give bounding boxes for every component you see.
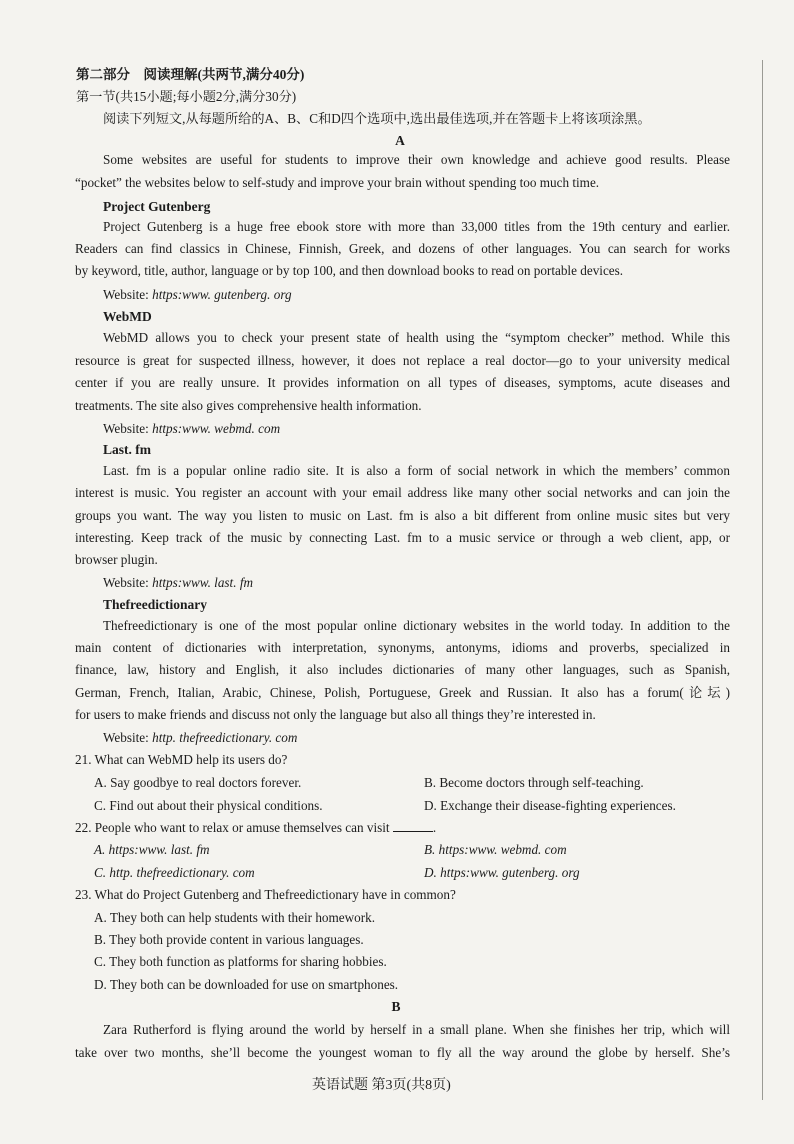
page-footer	[312, 1077, 451, 1095]
question-stem-text: 22. People who want to relax or amuse themselves can visit	[75, 820, 390, 835]
body-line: main content of dictionaries with interpretation, synonyms, antonyms, idioms and proverbs, specialized in	[75, 640, 730, 655]
option: A. https:www. last. fm	[94, 842, 210, 857]
part-title: 第二部分 阅读理解(共两节,满分40分)	[76, 67, 305, 82]
body-line: German, French, Italian, Arabic, Chinese, Polish, Portuguese, Greek and Russian. It also has a forum(论坛)	[75, 685, 730, 700]
body-line: by keyword, title, author, language or by top 100, and then download books to read on portable devices.	[75, 263, 624, 278]
option: A. Say goodbye to real doctors forever.	[94, 775, 302, 790]
body-line: for users to make friends and discuss not only the language but also all things they’re interested in.	[75, 707, 596, 722]
body-line: Thefreedictionary is one of the most popular online dictionary websites in the world today. In addition to the	[103, 618, 730, 633]
instruction: 阅读下列短文,从每题所给的A、B、C和D四个选项中,选出最佳选项,并在答题卡上将该项涂黑。	[103, 111, 651, 126]
body-line: interest is music. You register an account with your email address like many other social networks and can join the	[75, 485, 730, 500]
site-heading-thefreedictionary: Thefreedictionary	[103, 597, 207, 612]
website-line	[103, 729, 297, 747]
body-line: groups you want. The way you listen to music on Last. fm is also a bit different from online music sites but very	[75, 508, 730, 523]
option: B. https:www. webmd. com	[424, 842, 567, 857]
website-label: Website:	[103, 730, 149, 745]
option: B. They both provide content in various languages.	[94, 932, 364, 947]
body-line: Readers can find classics in Chinese, Finnish, Greek, and dozens of other languages. You can search for works	[75, 241, 730, 256]
website-url: https:www. gutenberg. org	[152, 287, 292, 302]
body-line: take over two months, she’ll become the youngest woman to fly all the way around the globe by herself. She’s	[75, 1045, 730, 1060]
body-line: browser plugin.	[75, 552, 158, 567]
body-line: interesting. Keep track of the music by connecting Last. fm to a music service or through a web client, app, or	[75, 530, 730, 545]
body-line: treatments. The site also gives comprehensive health information.	[75, 398, 422, 413]
body-line: Project Gutenberg is a huge free ebook store with more than 33,000 titles from the 19th century and earlier.	[103, 219, 730, 234]
footer-page: 第3页(共8页)	[371, 1078, 451, 1093]
intro-line: Some websites are useful for students to improve their own knowledge and achieve good results. Please	[103, 152, 730, 167]
website-label: Website:	[103, 575, 149, 590]
website-label: Website:	[103, 421, 149, 436]
sub-title: 第一节(共15小题;每小题2分,满分30分)	[76, 89, 297, 104]
body-line: Last. fm is a popular online radio site. It is also a form of social network in which the members’ common	[103, 463, 730, 478]
site-heading-gutenberg: Project Gutenberg	[103, 199, 211, 214]
website-url: http. thefreedictionary. com	[152, 730, 298, 745]
option: B. Become doctors through self-teaching.	[424, 775, 644, 790]
website-url: https:www. webmd. com	[152, 421, 281, 436]
page-fold-line	[762, 60, 763, 1100]
website-url: https:www. last. fm	[152, 575, 254, 590]
option: D. Exchange their disease-fighting experiences.	[424, 798, 676, 813]
question-stem: 23. What do Project Gutenberg and Thefreedictionary have in common?	[75, 887, 456, 902]
option: C. http. thefreedictionary. com	[94, 865, 255, 880]
option: C. They both function as platforms for sharing hobbies.	[94, 954, 387, 969]
website-line	[103, 574, 253, 592]
option: D. They both can be downloaded for use on smartphones.	[94, 977, 399, 992]
website-label: Website:	[103, 287, 149, 302]
question-stem: 22. People who want to relax or amuse themselves can visit .	[75, 820, 437, 835]
body-line: Zara Rutherford is flying around the world by herself in a small plane. When she finishes her trip, which will	[103, 1022, 730, 1037]
website-line	[103, 286, 292, 304]
site-heading-webmd: WebMD	[103, 309, 152, 324]
body-line: finance, law, history and English, it also includes dictionaries of many other languages, such as Spanish,	[75, 662, 730, 677]
answer-blank	[393, 819, 433, 832]
site-heading-lastfm: Last. fm	[103, 442, 151, 457]
website-line	[103, 420, 280, 438]
option: C. Find out about their physical conditions.	[94, 798, 323, 813]
option: D. https:www. gutenberg. org	[424, 865, 580, 880]
body-line: WebMD allows you to check your present state of health using the “symptom checker” method. While this	[103, 330, 730, 345]
option: A. They both can help students with their homework.	[94, 910, 376, 925]
body-line: resource is great for suspected illness, however, it does not replace a real doctor—go to your university medical	[75, 353, 730, 368]
intro-line: “pocket” the websites below to self-study and improve your brain without spending too much time.	[75, 175, 600, 190]
passage-a-label: A	[395, 133, 405, 148]
question-stem: 21. What can WebMD help its users do?	[75, 752, 288, 767]
body-line: center if you are really unsure. It provides information on all types of diseases, symptoms, acute diseases and	[75, 375, 730, 390]
passage-b-label: B	[391, 999, 401, 1014]
footer-subject: 英语试题	[312, 1078, 368, 1093]
